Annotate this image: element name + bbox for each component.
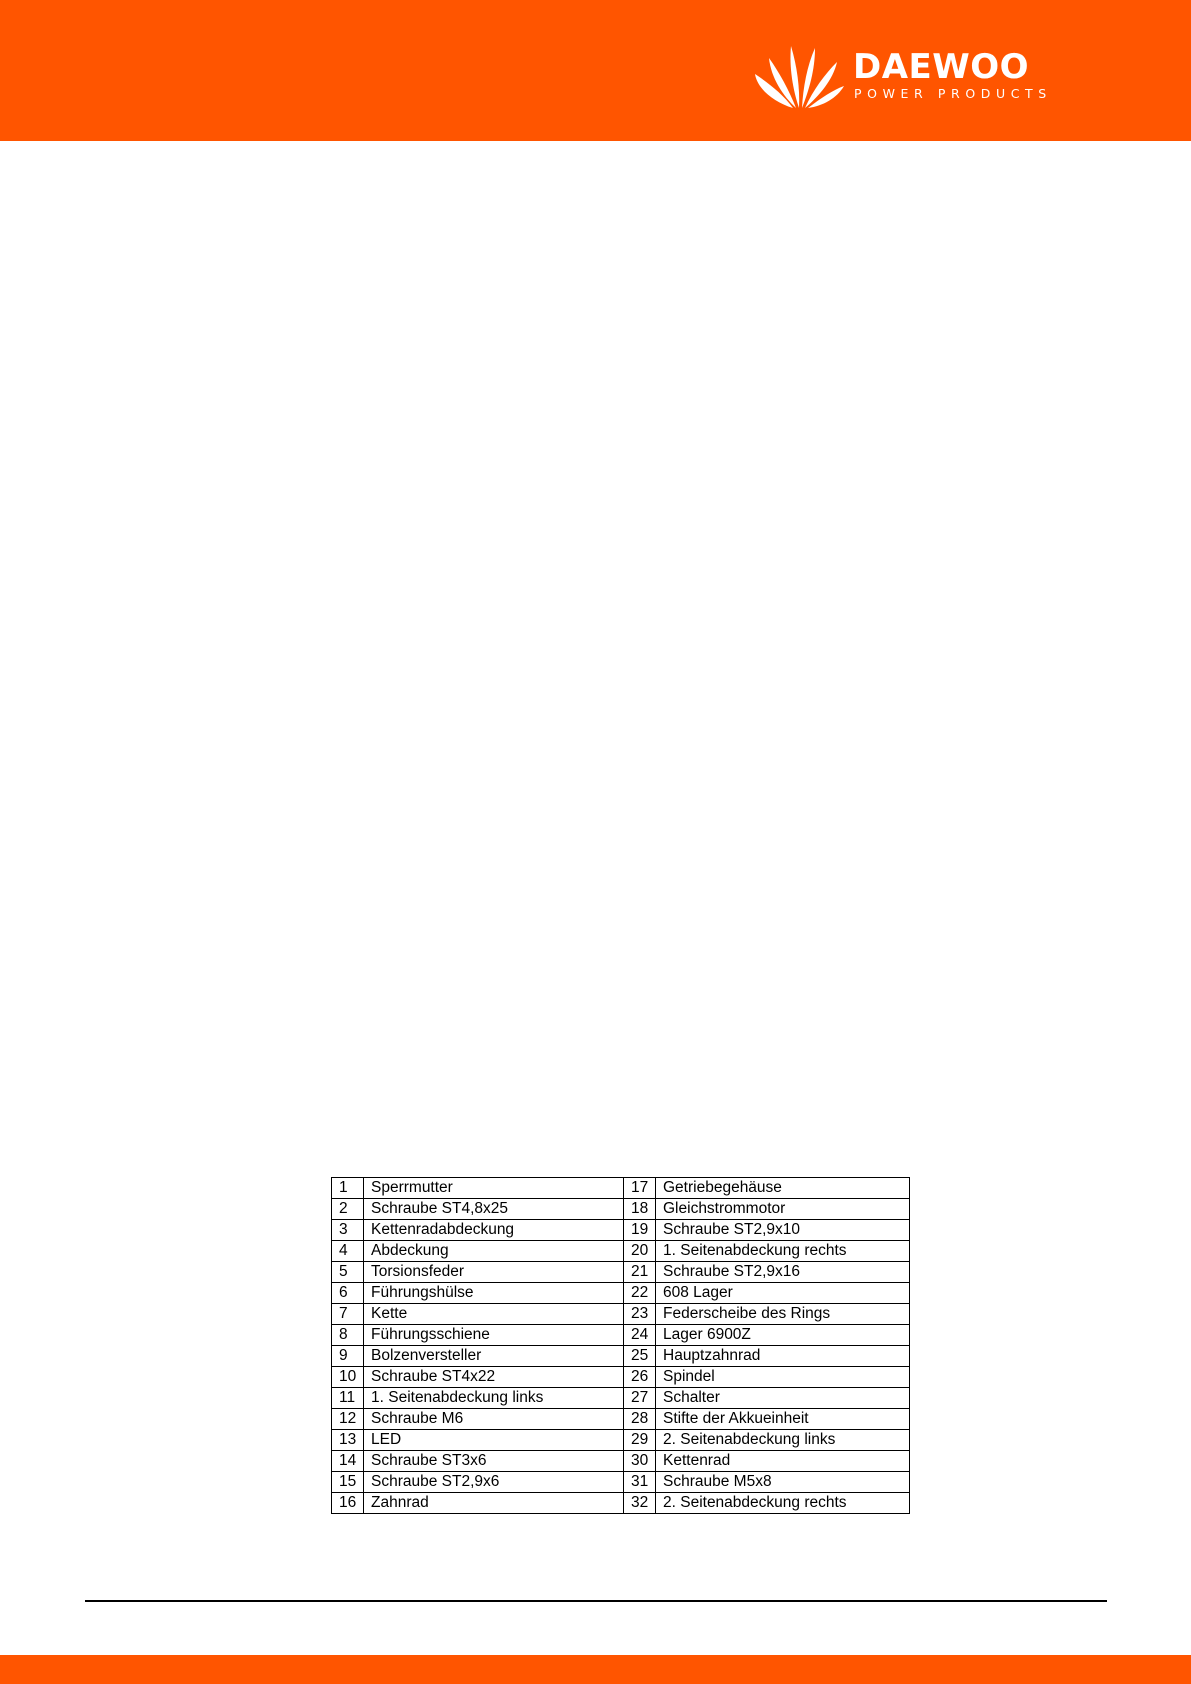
table-row: [332, 1199, 910, 1220]
table-row: [332, 1304, 910, 1325]
part-number: 10: [332, 1367, 364, 1388]
part-name: Bolzenversteller: [364, 1346, 624, 1367]
part-number: 17: [624, 1178, 656, 1199]
part-number: 28: [624, 1409, 656, 1430]
part-number: 13: [332, 1430, 364, 1451]
parts-list-table: [331, 1177, 910, 1514]
part-number: 9: [332, 1346, 364, 1367]
table-row: [332, 1283, 910, 1304]
table-row: [332, 1346, 910, 1367]
part-number: 12: [332, 1409, 364, 1430]
part-number: 11: [332, 1388, 364, 1409]
table-row: [332, 1493, 910, 1514]
part-name: Schraube ST4x22: [364, 1367, 624, 1388]
part-name: Zahnrad: [364, 1493, 624, 1514]
table-row: [332, 1241, 910, 1262]
part-name: Kettenradabdeckung: [364, 1220, 624, 1241]
daewoo-fan-logo-icon: [753, 44, 845, 110]
table-row: [332, 1451, 910, 1472]
part-number: 16: [332, 1493, 364, 1514]
part-name: Schraube M6: [364, 1409, 624, 1430]
part-name: Schraube ST2,9x16: [656, 1262, 910, 1283]
part-number: 5: [332, 1262, 364, 1283]
part-name: Schraube ST3x6: [364, 1451, 624, 1472]
part-name: Getriebegehäuse: [656, 1178, 910, 1199]
part-name: Abdeckung: [364, 1241, 624, 1262]
part-name: Führungsschiene: [364, 1325, 624, 1346]
part-number: 2: [332, 1199, 364, 1220]
part-name: 1. Seitenabdeckung links: [364, 1388, 624, 1409]
part-number: 32: [624, 1493, 656, 1514]
part-number: 6: [332, 1283, 364, 1304]
part-name: Gleichstrommotor: [656, 1199, 910, 1220]
part-number: 26: [624, 1367, 656, 1388]
part-name: Sperrmutter: [364, 1178, 624, 1199]
part-name: Schraube ST2,9x6: [364, 1472, 624, 1493]
part-number: 24: [624, 1325, 656, 1346]
part-number: 27: [624, 1388, 656, 1409]
part-name: Führungshülse: [364, 1283, 624, 1304]
part-name: Spindel: [656, 1367, 910, 1388]
part-name: Schraube ST4,8x25: [364, 1199, 624, 1220]
table-row: [332, 1430, 910, 1451]
part-number: 21: [624, 1262, 656, 1283]
part-number: 30: [624, 1451, 656, 1472]
part-number: 4: [332, 1241, 364, 1262]
footer-divider: [85, 1600, 1107, 1602]
part-number: 29: [624, 1430, 656, 1451]
table-row: [332, 1262, 910, 1283]
footer-bar: [0, 1655, 1191, 1684]
part-number: 20: [624, 1241, 656, 1262]
table-row: [332, 1388, 910, 1409]
part-number: 18: [624, 1199, 656, 1220]
part-name: Hauptzahnrad: [656, 1346, 910, 1367]
part-name: Kettenrad: [656, 1451, 910, 1472]
brand-tagline: POWER PRODUCTS: [854, 86, 1052, 101]
brand-logo: [753, 44, 1073, 110]
part-number: 22: [624, 1283, 656, 1304]
table-row: [332, 1367, 910, 1388]
part-name: LED: [364, 1430, 624, 1451]
part-name: 2. Seitenabdeckung rechts: [656, 1493, 910, 1514]
part-name: Schalter: [656, 1388, 910, 1409]
part-name: 1. Seitenabdeckung rechts: [656, 1241, 910, 1262]
part-number: 14: [332, 1451, 364, 1472]
part-number: 8: [332, 1325, 364, 1346]
part-name: Stifte der Akkueinheit: [656, 1409, 910, 1430]
part-name: Kette: [364, 1304, 624, 1325]
part-name: 608 Lager: [656, 1283, 910, 1304]
part-name: Lager 6900Z: [656, 1325, 910, 1346]
part-number: 19: [624, 1220, 656, 1241]
table-row: [332, 1409, 910, 1430]
part-number: 1: [332, 1178, 364, 1199]
part-name: Schraube ST2,9x10: [656, 1220, 910, 1241]
part-number: 7: [332, 1304, 364, 1325]
part-number: 3: [332, 1220, 364, 1241]
part-name: Torsionsfeder: [364, 1262, 624, 1283]
table-row: [332, 1472, 910, 1493]
brand-name: DAEWOO: [853, 47, 1030, 87]
part-name: 2. Seitenabdeckung links: [656, 1430, 910, 1451]
table-row: [332, 1178, 910, 1199]
part-name: Federscheibe des Rings: [656, 1304, 910, 1325]
part-number: 15: [332, 1472, 364, 1493]
part-number: 25: [624, 1346, 656, 1367]
part-number: 31: [624, 1472, 656, 1493]
part-number: 23: [624, 1304, 656, 1325]
part-name: Schraube M5x8: [656, 1472, 910, 1493]
table-row: [332, 1325, 910, 1346]
table-row: [332, 1220, 910, 1241]
header-bar: [0, 0, 1191, 141]
